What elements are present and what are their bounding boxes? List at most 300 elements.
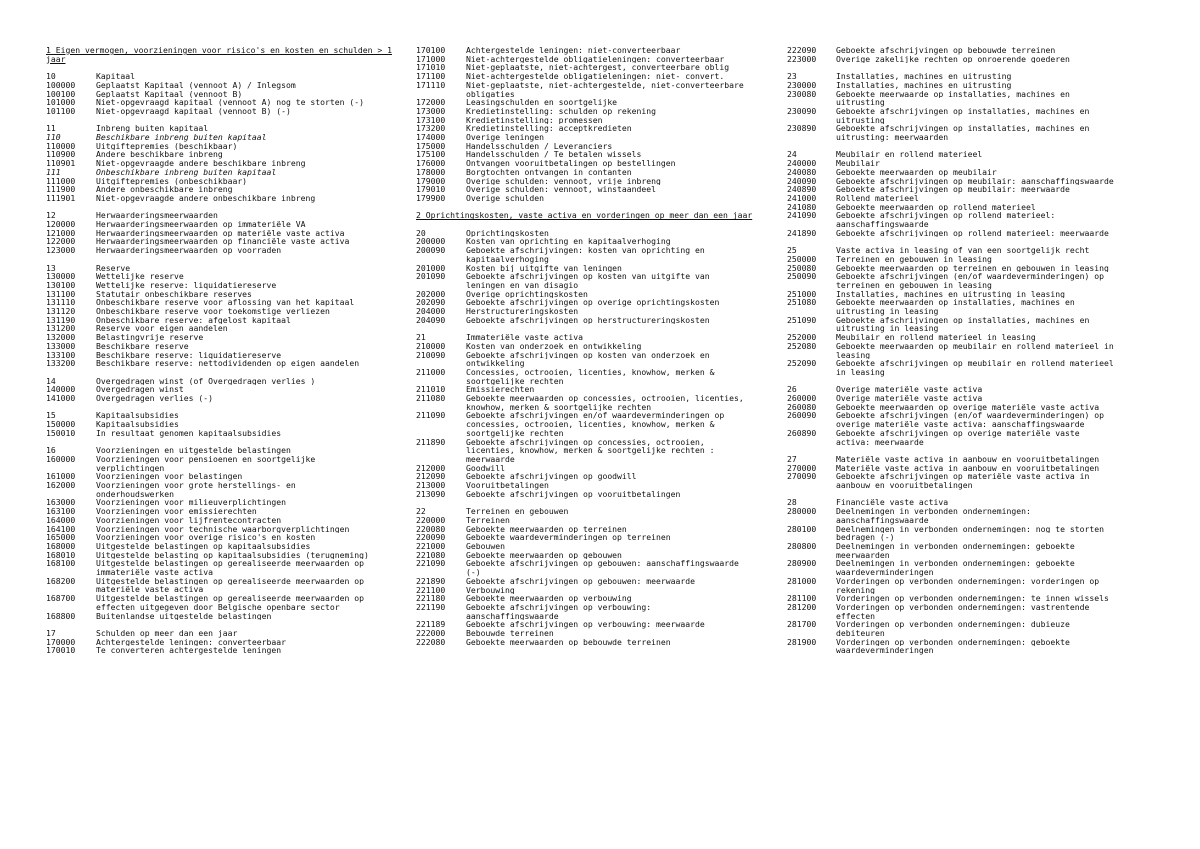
account-row: [46, 359, 411, 368]
account-row: [787, 472, 1167, 481]
account-row: [787, 586, 1167, 595]
account-row: [46, 603, 411, 612]
account-description: meerwaarde: [466, 455, 515, 464]
account-row: [416, 594, 782, 603]
account-description: Niet-opgevraagd kapitaal (vennoot A) nog te storten (-): [96, 98, 365, 107]
account-row: [416, 124, 782, 133]
account-description: knowhow, merken & soortgelijke rechten: [466, 402, 652, 412]
account-description: Geboekte afschrijvingen op rollend materieel: meerwaarde: [836, 228, 1109, 238]
account-description: Herstructureringskosten: [466, 307, 579, 316]
account-description: Overige zakelijke rechten op onroerende goederen: [836, 54, 1070, 64]
account-code: 202000: [416, 288, 446, 299]
account-code: 130100: [46, 279, 76, 290]
account-description: Geboekte afschrijvingen op kosten van onderzoek en: [466, 350, 710, 360]
account-description: Reserve voor eigen aandelen: [96, 324, 228, 334]
account-code: 121000: [46, 227, 76, 238]
account-description: Niet-achtergestelde obligatieleningen: converteerbaar: [466, 54, 725, 64]
account-row: [787, 150, 1167, 159]
account-row: [416, 55, 782, 64]
account-description: Oprichtingskosten: [466, 228, 549, 238]
account-description: obligaties: [466, 89, 515, 99]
section-heading: 2 Oprichtingskosten, vaste activa en vorderingen op meer dan een jaar: [416, 210, 753, 221]
account-description: Onbeschikbare reserve voor aflossing van het kapitaal: [96, 298, 355, 308]
account-code: 175000: [416, 140, 446, 151]
account-row: [46, 525, 411, 534]
account-row: [416, 394, 782, 403]
account-description: leningen en van disagio: [466, 280, 579, 290]
spacer: [787, 490, 1167, 499]
account-code: 28: [787, 497, 797, 508]
account-row: [46, 168, 411, 177]
account-description: Installaties, machines en uitrusting: [836, 72, 1012, 81]
account-description: Schulden op meer dan een jaar: [96, 628, 238, 638]
account-code: 221080: [416, 549, 446, 560]
account-description: Meubilair: [836, 159, 880, 168]
account-description: verplichtingen: [96, 463, 165, 473]
account-code: 212090: [416, 471, 446, 482]
account-description: Kapitaal: [96, 72, 135, 81]
account-row: [46, 177, 411, 186]
account-row: [46, 533, 411, 542]
account-code: 213000: [416, 480, 446, 491]
account-description: Geboekte meerwaarden op concessies, octrooien, licenties,: [466, 394, 744, 403]
account-description: uitrusting: [836, 115, 885, 125]
account-row: [787, 646, 1167, 655]
account-row: [787, 281, 1167, 290]
account-description: Achtergestelde leningen: converteerbaar: [96, 637, 287, 647]
account-row: [46, 507, 411, 516]
account-description: Wettelijke reserve: liquidatiereserve: [96, 280, 277, 290]
account-description: Meubilair en rollend materieel: [836, 150, 983, 160]
account-row: [416, 603, 782, 612]
account-row: [46, 429, 411, 438]
account-row: [46, 420, 411, 429]
account-code: 26: [787, 384, 797, 395]
account-code: 173100: [416, 114, 446, 125]
account-code: [787, 646, 836, 655]
account-description: Gebouwen: [466, 542, 505, 551]
account-code: 164100: [46, 523, 76, 534]
account-code: 220090: [416, 532, 446, 543]
account-row: [787, 533, 1167, 542]
account-row: [787, 351, 1167, 360]
account-row: [787, 481, 1167, 490]
account-row: [46, 377, 411, 386]
account-description: in leasing: [836, 367, 885, 377]
account-code: 111900: [46, 184, 76, 195]
account-code: 162000: [46, 480, 76, 491]
account-row: [46, 551, 411, 560]
account-code: 111: [46, 166, 61, 177]
account-code: 176000: [416, 158, 446, 169]
spacer: [46, 368, 411, 377]
account-row: [416, 90, 782, 99]
account-code: 120000: [46, 219, 76, 230]
account-row: [416, 525, 782, 534]
account-row: [416, 272, 782, 281]
account-code: 163000: [46, 497, 76, 508]
account-row: [46, 107, 411, 116]
account-description: materiële vaste activa: [96, 585, 204, 595]
account-row: [46, 394, 411, 403]
account-description: Herwaarderingsmeerwaarden op immateriële VA: [96, 220, 306, 229]
account-code: 241890: [787, 227, 817, 238]
account-description: Geboekte meerwaarden op meubilair: [836, 167, 997, 177]
account-code: 101100: [46, 105, 76, 116]
account-code: 260080: [787, 401, 817, 412]
account-code: 168200: [46, 575, 76, 586]
account-code: 281700: [787, 619, 817, 630]
account-row: [787, 568, 1167, 577]
account-code: [787, 368, 836, 377]
account-description: Geboekte afschrijvingen op installaties, machines en: [836, 315, 1090, 325]
account-description: Vorderingen op verbonden ondernemingen: te innen wissels: [836, 594, 1109, 603]
account-row: [787, 620, 1167, 629]
account-description: overige materiële vaste activa: aanschaffingswaarde: [836, 420, 1085, 429]
account-code: 222090: [787, 45, 817, 55]
account-row: [416, 411, 782, 420]
account-code: 178000: [416, 166, 446, 177]
account-description: Geboekte afschrijvingen op meubilair: aanschaffingswaarde: [836, 176, 1114, 186]
account-description: Geboekte meerwaarden op terreinen: [466, 524, 627, 534]
account-code: 212000: [416, 462, 446, 473]
account-row: [416, 472, 782, 481]
account-code: 210090: [416, 349, 446, 360]
account-description: Concessies, octrooien, licenties, knowhow, merken &: [466, 367, 715, 377]
account-row: [787, 316, 1167, 325]
account-code: 171010: [416, 62, 446, 73]
account-code: 110900: [46, 149, 76, 160]
account-description: Geboekte afschrijvingen op installaties, machines en: [836, 124, 1090, 134]
account-row: [46, 594, 411, 603]
account-description: Uitgestelde belastingen op gerealiseerde meerwaarden op: [96, 559, 365, 569]
account-row: [787, 107, 1167, 116]
account-code: 179000: [416, 175, 446, 186]
account-code: 220080: [416, 523, 446, 534]
account-row: [46, 455, 411, 464]
account-description: Niet-opgevraagde andere onbeschikbare inbreng: [96, 193, 316, 203]
account-description: uitrusting in leasing: [836, 307, 939, 316]
account-row: [787, 90, 1167, 99]
spacer: [46, 438, 411, 447]
account-row: [46, 568, 411, 577]
account-code: 160000: [46, 453, 76, 464]
account-row: [416, 194, 782, 203]
account-code: 173200: [416, 123, 446, 134]
account-row: [46, 124, 411, 133]
account-row: [46, 472, 411, 481]
account-row: [416, 377, 782, 386]
account-description: Terreinen en gebouwen in leasing: [836, 254, 992, 264]
account-row: [787, 420, 1167, 429]
account-description: Kredietinstelling: schulden op rekening: [466, 106, 657, 116]
account-row: [416, 333, 782, 342]
spacer: [46, 403, 411, 412]
account-row: [416, 150, 782, 159]
account-description: Geboekte meerwaarden op terreinen en gebouwen in leasing: [836, 263, 1109, 273]
account-row: [46, 307, 411, 316]
account-row: [46, 498, 411, 507]
account-description: Voorzieningen voor grote herstellings- en: [96, 481, 296, 490]
account-code: 211000: [416, 366, 446, 377]
account-row: [787, 133, 1167, 142]
account-row: [787, 385, 1167, 394]
account-code: 17: [46, 627, 56, 638]
account-code: 110901: [46, 158, 76, 169]
account-code: 252080: [787, 340, 817, 351]
account-description: ontwikkeling: [466, 359, 525, 368]
account-code: 240090: [787, 175, 817, 186]
account-code: 260000: [787, 393, 817, 404]
account-code: 122000: [46, 236, 76, 247]
account-row: [787, 81, 1167, 90]
account-code: 251000: [787, 288, 817, 299]
account-row: [787, 612, 1167, 621]
account-description: Andere beschikbare inbreng: [96, 150, 223, 160]
account-description: effecten: [836, 611, 875, 621]
account-description: aanschaffingswaarde: [836, 220, 929, 229]
account-row: [416, 403, 782, 412]
account-description: Installaties, machines en uitrusting in leasing: [836, 289, 1066, 299]
account-code: 213090: [416, 488, 446, 499]
account-description: soortgelijke rechten: [466, 428, 564, 438]
account-code: [416, 446, 466, 455]
account-description: Beschikbare reserve: liquidatiereserve: [96, 350, 282, 360]
account-code: 163100: [46, 506, 76, 517]
account-description: licenties, knowhow, merken & soortgelijke rechten :: [466, 446, 715, 455]
account-row: [46, 133, 411, 142]
account-code: 260890: [787, 427, 817, 438]
account-code: 170010: [46, 645, 76, 656]
account-description: Geboekte afschrijvingen op vooruitbetalingen: [466, 489, 681, 499]
account-description: Deelnemingen in verbonden ondernemingen: nog te storten: [836, 524, 1105, 534]
account-row: [46, 281, 411, 290]
account-row: [416, 586, 782, 595]
account-description: Vorderingen op verbonden ondernemingen: geboekte: [836, 637, 1070, 647]
account-row: [787, 551, 1167, 560]
account-code: 222000: [416, 628, 446, 639]
account-description: Voorzieningen en uitgestelde belastingen: [96, 446, 291, 455]
account-description: Terreinen: [466, 515, 510, 525]
account-description: Geboekte afschrijvingen op materiële vaste activa in: [836, 472, 1090, 482]
account-row: [787, 542, 1167, 551]
account-row: [416, 429, 782, 438]
account-description: uitrusting: [836, 98, 885, 107]
account-row: [416, 368, 782, 377]
account-code: 260090: [787, 410, 817, 421]
account-row: [416, 298, 782, 307]
account-description: Financiële vaste activa: [836, 498, 949, 508]
account-row: [787, 594, 1167, 603]
account-description: uitrusting: meerwaarden: [836, 133, 949, 142]
account-row: [787, 72, 1167, 81]
account-code: 179010: [416, 184, 446, 195]
account-code: 21: [416, 332, 426, 343]
account-description: Uitgestelde belastingen op gerealiseerde meerwaarden op: [96, 576, 365, 586]
account-row: [46, 264, 411, 273]
account-description: Kredietinstelling: acceptkredieten: [466, 124, 632, 134]
spacer: [787, 377, 1167, 386]
account-row: [787, 116, 1167, 125]
account-description: In resultaat genomen kapitaalsubsidies: [96, 428, 282, 438]
account-code: 141000: [46, 393, 76, 404]
account-description: Voorzieningen voor overige risico's en kosten: [96, 533, 316, 542]
account-description: Geboekte afschrijvingen op goodwill: [466, 472, 637, 482]
account-code: [416, 420, 466, 429]
account-description: Belastingvrije reserve: [96, 333, 204, 342]
account-description: soortgelijke rechten: [466, 376, 564, 386]
account-description: Handelsschulden / Leveranciers: [466, 141, 613, 151]
account-description: Herwaarderingsmeerwaarden op financiële vaste activa: [96, 237, 350, 247]
account-description: Overige leningen: [466, 133, 544, 142]
section-heading: 1 Eigen vermogen, voorzieningen voor risico's en kosten en schulden > 1 jaar: [46, 45, 392, 64]
account-description: Geboekte afschrijvingen en/of waardeverminderingen op: [466, 411, 725, 421]
account-description: Voorzieningen voor milieuverplichtingen: [96, 498, 287, 508]
account-code: 251080: [787, 297, 817, 308]
account-row: [787, 394, 1167, 403]
account-row: [46, 90, 411, 99]
account-row: [787, 290, 1167, 299]
account-row: [416, 533, 782, 542]
account-code: 150010: [46, 427, 76, 438]
account-row: [787, 577, 1167, 586]
account-row: [416, 568, 782, 577]
account-description: Vaste activa in leasing of van een soortgelijk recht: [836, 246, 1090, 255]
account-description: Te converteren achtergestelde leningen: [96, 646, 282, 656]
account-description: meerwaarden: [836, 550, 890, 560]
account-description: Inbreng buiten kapitaal: [96, 124, 209, 133]
account-description: Vooruitbetalingen: [466, 481, 549, 490]
account-code: 131100: [46, 288, 76, 299]
account-row: [787, 264, 1167, 273]
account-row: [787, 159, 1167, 168]
account-row: [787, 464, 1167, 473]
account-description: Leasingschulden en soortgelijke: [466, 98, 618, 107]
spacer: [46, 255, 411, 264]
account-row: [416, 264, 782, 273]
account-code: 171100: [416, 71, 446, 82]
account-description: Herwaarderingsmeerwaarden op materiële vaste activa: [96, 228, 345, 238]
account-description: Handelsschulden / Te betalen wissels: [466, 150, 642, 160]
account-row: [416, 72, 782, 81]
account-code: 221100: [416, 584, 446, 595]
account-description: Geboekte afschrijvingen op installaties, machines en: [836, 106, 1090, 116]
account-row: [46, 612, 411, 621]
account-row: [416, 455, 782, 464]
account-row: [787, 429, 1167, 438]
account-row: [416, 316, 782, 325]
account-row: [416, 98, 782, 107]
account-description: Andere onbeschikbare inbreng: [96, 185, 233, 194]
account-description: Geboekte afschrijvingen op bebouwde terreinen: [836, 46, 1056, 55]
account-description: Geboekte meerwaarden op gebouwen: [466, 550, 622, 560]
account-description: Niet-achtergestelde obligatieleningen: niet- convert.: [466, 72, 725, 81]
account-code: 168700: [46, 593, 76, 604]
account-description: Geboekte meerwaarden op rollend materieel: [836, 202, 1036, 212]
account-description: aanschaffingswaarde: [466, 611, 559, 621]
account-code: 252000: [787, 332, 817, 343]
account-row: [46, 229, 411, 238]
account-description: Niet-geplaatste, niet-achtergest, converteerbare oblig: [466, 63, 730, 73]
account-description: Borgtochten ontvangen in contanten: [466, 167, 632, 177]
account-description: Ontvangen vooruitbetalingen op bestellingen: [466, 159, 676, 168]
account-code: 123000: [46, 245, 76, 256]
account-code: 221180: [416, 593, 446, 604]
account-row: [46, 81, 411, 90]
account-row: [46, 272, 411, 281]
account-row: [416, 246, 782, 255]
spacer: [416, 324, 782, 333]
account-row: [46, 464, 411, 473]
account-code: 221890: [416, 575, 446, 586]
account-description: Geboekte meerwaarden op bebouwde terreinen: [466, 637, 671, 647]
account-code: 230080: [787, 88, 817, 99]
account-description: Herwaarderingsmeerwaarden: [96, 211, 218, 221]
account-description: Geboekte meerwaarden op overige materiële vaste activa: [836, 402, 1100, 412]
account-code: 210000: [416, 340, 446, 351]
account-description: Kapitaalsubsidies: [96, 420, 179, 429]
account-description: Voorzieningen voor pensioenen en soortgelijke: [96, 454, 316, 464]
account-description: Verbouwing: [466, 585, 515, 595]
account-row: [416, 490, 782, 499]
account-code: 241080: [787, 201, 817, 212]
account-code: 230090: [787, 105, 817, 116]
account-row: [416, 107, 782, 116]
account-row: [416, 542, 782, 551]
account-code: 221190: [416, 601, 446, 612]
account-row: [416, 620, 782, 629]
account-row: [416, 142, 782, 151]
account-description: effecten uitgegeven door Belgische openbare sector: [96, 602, 340, 612]
account-code: 222080: [416, 636, 446, 647]
column-1: [46, 46, 411, 655]
account-row: [787, 177, 1167, 186]
account-code: 202090: [416, 297, 446, 308]
account-code: 280900: [787, 558, 817, 569]
account-description: Onbeschikbare reserve voor toekomstige verliezen: [96, 307, 330, 316]
account-code: 270090: [787, 471, 817, 482]
account-row: [787, 194, 1167, 203]
account-description: Reserve: [96, 263, 131, 273]
spacer: [787, 237, 1167, 246]
account-code: 241090: [787, 210, 817, 221]
account-row: [787, 298, 1167, 307]
account-row: [46, 646, 411, 655]
account-description: Bebouwde terreinen: [466, 629, 554, 638]
account-description: Overige schulden: [466, 193, 544, 203]
account-description: concessies, octrooien, licenties, knowhow, merken &: [466, 420, 715, 429]
account-row: [787, 324, 1167, 333]
account-description: Uitgestelde belastingen op gerealiseerde meerwaarden op: [96, 594, 365, 603]
account-row: [416, 351, 782, 360]
spacer: [787, 63, 1167, 72]
account-code: 270000: [787, 462, 817, 473]
account-description: Onbeschikbare reserve: afgelost kapitaal: [96, 315, 291, 325]
account-row: [416, 307, 782, 316]
account-description: Materiële vaste activa in aanbouw en vooruitbetalingen: [836, 463, 1100, 473]
account-row: [787, 46, 1167, 55]
account-code: 100000: [46, 79, 76, 90]
account-row: [416, 133, 782, 142]
account-description: Geboekte afschrijvingen op kosten van uitgifte van: [466, 272, 710, 281]
account-description: Kosten van oprichting en kapitaalverhoging: [466, 237, 671, 247]
account-description: Kapitaalsubsidies: [96, 411, 179, 421]
account-code: 250080: [787, 262, 817, 273]
account-row: [46, 516, 411, 525]
account-row: [416, 63, 782, 72]
account-code: 250000: [787, 253, 817, 264]
account-description: Goodwill: [466, 463, 505, 473]
